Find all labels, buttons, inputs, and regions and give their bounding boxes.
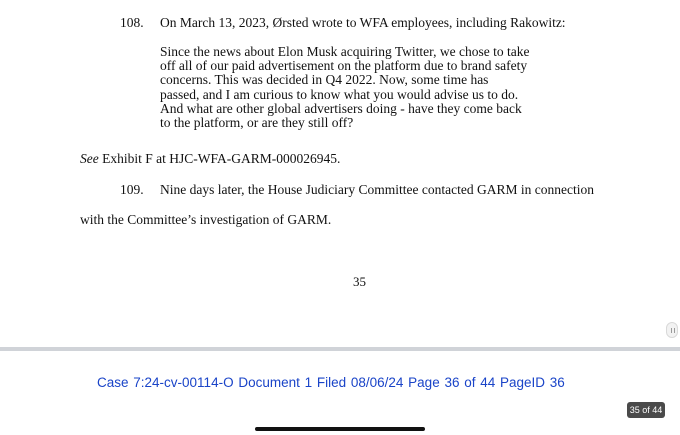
citation-text: Exhibit F at HJC-WFA-GARM-000026945. [102, 151, 341, 166]
paragraph-109-line-1: Nine days later, the House Judiciary Committee contacted GARM in connection [160, 182, 594, 197]
paragraph-108-intro: On March 13, 2023, Ørsted wrote to WFA employees, including Rakowitz: [160, 15, 566, 30]
quote-line: And what are other global advertisers doing - have they come back [160, 100, 522, 116]
quote-line: concerns. This was decided in Q4 2022. Now, some time has [160, 72, 489, 88]
page-counter-badge: 35 of 44 [627, 402, 665, 418]
paragraph-number-108: 108. [120, 15, 144, 30]
case-header: Case 7:24-cv-00114-O Document 1 Filed 08/06/24 Page 36 of 44 PageID 36 [97, 375, 565, 390]
quote-line: off all of our paid advertisement on the platform due to brand safety [160, 58, 528, 74]
page-divider [0, 347, 680, 351]
paragraph-number-109: 109. [120, 182, 144, 197]
quote-line: Since the news about Elon Musk acquiring Twitter, we chose to take [160, 44, 530, 59]
block-quote [160, 45, 545, 130]
exhibit-citation [80, 150, 340, 167]
citation-signal: See [80, 151, 99, 166]
scroll-handle[interactable] [666, 322, 678, 338]
quote-line: passed, and I am curious to know what you would advise us to do. [160, 86, 519, 102]
quote-line: to the platform, or are they still off? [160, 115, 354, 131]
home-indicator[interactable] [255, 427, 425, 431]
paragraph-109-line-2: with the Committee’s investigation of GARM. [80, 212, 332, 227]
page-number: 35 [353, 274, 366, 289]
